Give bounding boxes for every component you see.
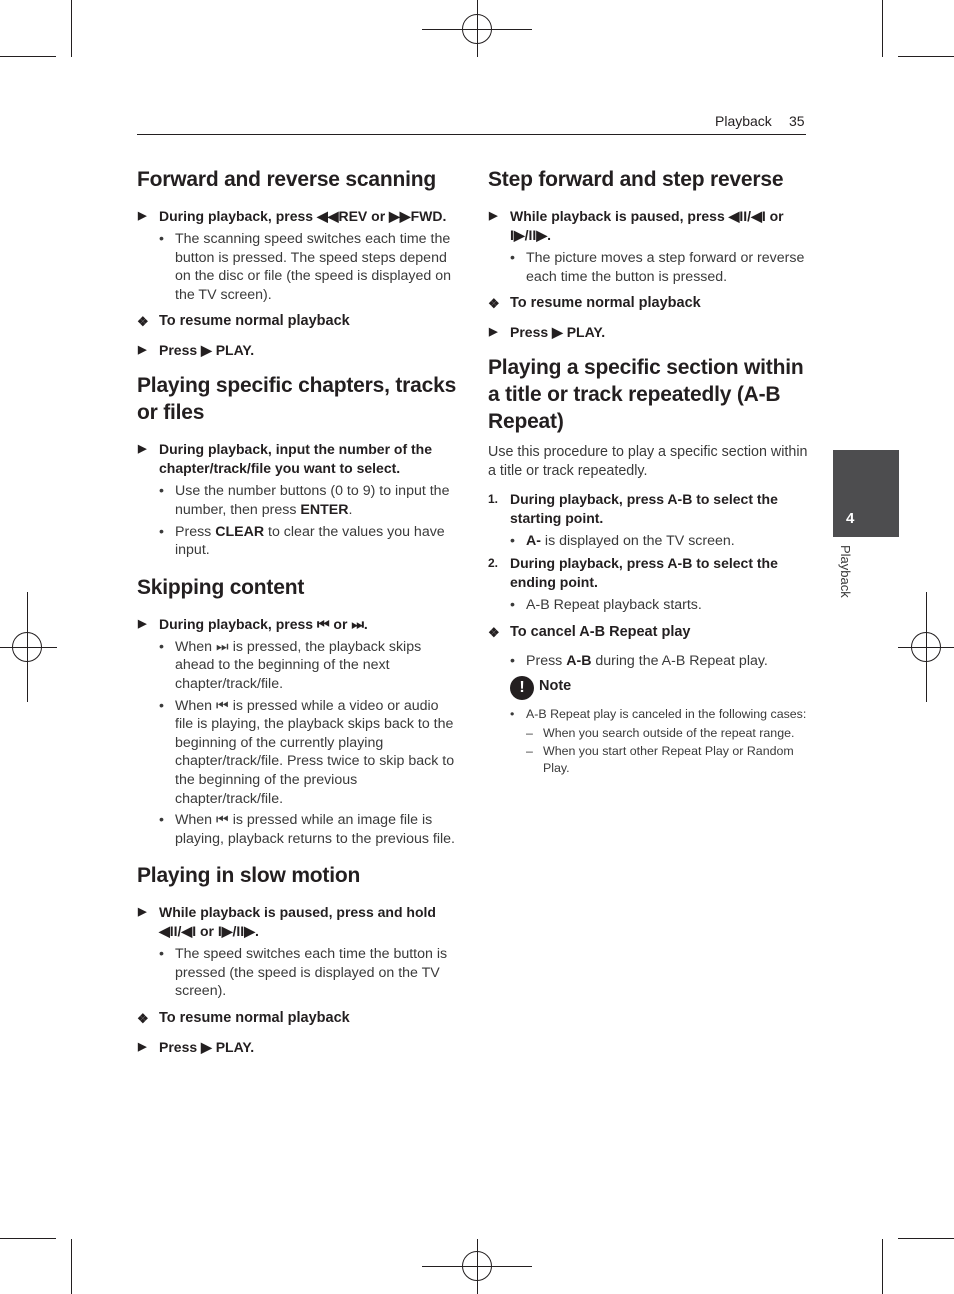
instruction-step — [137, 1038, 459, 1057]
bullet-dot-icon: • — [510, 596, 515, 613]
bullet-text: A-B Repeat playback starts. — [526, 596, 702, 613]
diamond-icon: ❖ — [488, 624, 500, 640]
bullet-dot-icon: • — [159, 638, 164, 655]
bullet-item — [488, 596, 810, 615]
subheading-text: To resume normal playback — [510, 295, 701, 312]
subheading — [488, 294, 810, 313]
registration-circle — [462, 14, 492, 44]
crop-mark — [882, 0, 883, 57]
section-title-forward-reverse: Forward and reverse scanning — [137, 168, 437, 191]
bullet-item — [488, 249, 810, 286]
step-text: During playback, press A-B to select the starting point. — [510, 491, 778, 527]
chapter-tab — [833, 450, 899, 537]
subheading-text: To resume normal playback — [159, 1010, 350, 1027]
instruction-step — [488, 207, 810, 245]
crop-mark — [898, 1238, 954, 1239]
note-label: Note — [539, 678, 572, 695]
exclamation-icon: ! — [510, 676, 534, 700]
note-dash-item — [488, 725, 810, 742]
bullet-item — [488, 532, 810, 551]
bullet-dot-icon: • — [510, 250, 515, 266]
note-dash-item — [488, 743, 810, 776]
intro-paragraph: Use this procedure to play a specific section within a title or track repeatedly. — [488, 444, 808, 479]
dash-icon: – — [526, 725, 533, 740]
crop-mark — [0, 1238, 56, 1239]
triangle-icon: ▶ — [138, 344, 147, 357]
bullet-dot-icon: • — [159, 483, 164, 500]
section-title-chapters: Playing specific chapters, tracks or files — [137, 374, 457, 425]
bullet-text: When ⏮ is pressed while an image file is playing, playback returns to the previous file. — [175, 812, 455, 847]
bullet-dot-icon: • — [159, 523, 164, 540]
right-column — [488, 166, 810, 778]
triangle-icon: ▶ — [138, 617, 147, 630]
step-text: During playback, press A-B to select the ending point. — [510, 554, 778, 590]
step-number: 1. — [488, 492, 499, 507]
bullet-item — [137, 230, 459, 304]
bullet-item — [137, 482, 459, 519]
step-text: During playback, press ◀◀REV or ▶▶FWD. — [159, 208, 447, 224]
triangle-icon: ▶ — [138, 210, 147, 222]
section-title-skipping: Skipping content — [137, 575, 305, 599]
bullet-item — [488, 652, 810, 671]
bullet-dot-icon: • — [510, 652, 515, 669]
subheading — [488, 623, 810, 642]
dash-icon: – — [526, 744, 533, 759]
triangle-icon: ▶ — [489, 326, 498, 339]
bullet-text: Use the number buttons (0 to 9) to input the number, then press — [175, 483, 450, 518]
bullet-item — [137, 638, 459, 694]
bullet-text: When ⏭ is pressed, the playback skips ahead to the beginning of the next chapter/track/file. — [175, 638, 422, 692]
section-title-step: Step forward and step reverse — [488, 168, 784, 191]
note-text: When you start other Repeat Play or Random Play. — [543, 744, 794, 775]
triangle-icon: ▶ — [138, 443, 147, 456]
triangle-icon: ▶ — [489, 210, 498, 222]
step-text: Press ▶ PLAY. — [159, 1039, 255, 1056]
step-text: Press ▶ PLAY. — [159, 342, 255, 359]
bullet-dot-icon: • — [510, 533, 515, 550]
diamond-icon: ❖ — [137, 314, 149, 330]
numbered-step — [488, 554, 810, 592]
chapter-side-label: Playback — [838, 545, 853, 598]
bullet-text: Press — [175, 523, 216, 540]
step-text: While playback is paused, press ◀II/◀I or I▶/II▶. — [510, 208, 784, 243]
bullet-dot-icon: • — [510, 707, 515, 722]
crop-mark — [71, 0, 72, 57]
bullet-text: is displayed on the TV screen. — [540, 533, 735, 550]
bullet-dot-icon: • — [159, 946, 164, 963]
instruction-step — [488, 323, 810, 342]
key-name: ENTER — [300, 501, 349, 518]
registration-circle — [462, 1251, 492, 1281]
chapter-number: 4 — [846, 510, 855, 527]
bullet-text: during the A-B Repeat play. — [591, 652, 768, 669]
numbered-step — [488, 490, 810, 528]
subheading-text: To resume normal playback — [159, 313, 350, 330]
key-name: A- — [526, 533, 541, 550]
note-bullet — [488, 706, 810, 723]
step-text: Press ▶ PLAY. — [510, 324, 606, 341]
diamond-icon: ❖ — [488, 296, 500, 312]
bullet-text: The speed switches each time the button is pressed (the speed is displayed on the TV screen). — [175, 946, 448, 1000]
step-text: During playback, input the number of the chapter/track/file you want to select. — [159, 441, 433, 477]
crop-mark — [898, 56, 954, 57]
bullet-dot-icon: • — [159, 812, 164, 829]
note-text: When you search outside of the repeat range. — [543, 725, 795, 740]
bullet-text: The picture moves a step forward or reverse each time the button is pressed. — [526, 250, 805, 285]
bullet-item — [137, 523, 459, 560]
step-text: While playback is paused, press and hold ◀II/◀I or I▶/II▶. — [159, 904, 436, 940]
registration-circle — [911, 632, 941, 662]
running-header-section: Playback — [715, 113, 772, 129]
instruction-step — [137, 440, 459, 478]
step-text: During playback, press ⏮ or ⏭. — [159, 615, 368, 632]
key-name: A-B — [566, 652, 592, 669]
left-column — [137, 166, 459, 1061]
header-rule — [137, 134, 806, 135]
page-number: 35 — [789, 113, 805, 129]
subheading-text: To cancel A-B Repeat play — [510, 623, 691, 640]
subheading — [137, 1009, 459, 1028]
instruction-step — [137, 207, 459, 226]
bullet-text: When ⏮ is pressed while a video or audio file is playing, the playback skips back to the beginning of the currently playing chapter/track/file. Press twice to skip back to the beginning of the previous chapter/track/file. — [175, 697, 455, 807]
note-heading — [488, 676, 810, 700]
registration-circle — [12, 632, 42, 662]
step-number: 2. — [488, 555, 499, 570]
crop-mark — [0, 56, 56, 57]
subheading — [137, 312, 459, 331]
instruction-step — [137, 615, 459, 634]
bullet-dot-icon: • — [159, 697, 164, 714]
bullet-text: to clear the values you have input. — [175, 523, 445, 559]
triangle-icon: ▶ — [138, 906, 147, 919]
bullet-text: . — [348, 501, 353, 518]
bullet-item — [137, 697, 459, 809]
bullet-text: The scanning speed switches each time the button is pressed. The speed steps depend on the disc or file (the speed is displayed on the TV screen). — [175, 231, 452, 303]
crop-mark — [882, 1239, 883, 1294]
section-title-ab-repeat: Playing a specific section within a title or track repeatedly (A-B Repeat) — [488, 356, 804, 434]
instruction-step — [137, 341, 459, 360]
triangle-icon: ▶ — [138, 1041, 147, 1054]
diamond-icon: ❖ — [137, 1011, 149, 1027]
note-text: A-B Repeat play is canceled in the following cases: — [526, 707, 807, 722]
bullet-dot-icon: • — [159, 231, 164, 247]
section-title-slow-motion: Playing in slow motion — [137, 864, 361, 888]
instruction-step — [137, 903, 459, 941]
bullet-text: Press — [526, 652, 567, 669]
bullet-item — [137, 945, 459, 1001]
key-name: CLEAR — [215, 523, 265, 540]
crop-mark — [71, 1239, 72, 1294]
bullet-item — [137, 811, 459, 848]
